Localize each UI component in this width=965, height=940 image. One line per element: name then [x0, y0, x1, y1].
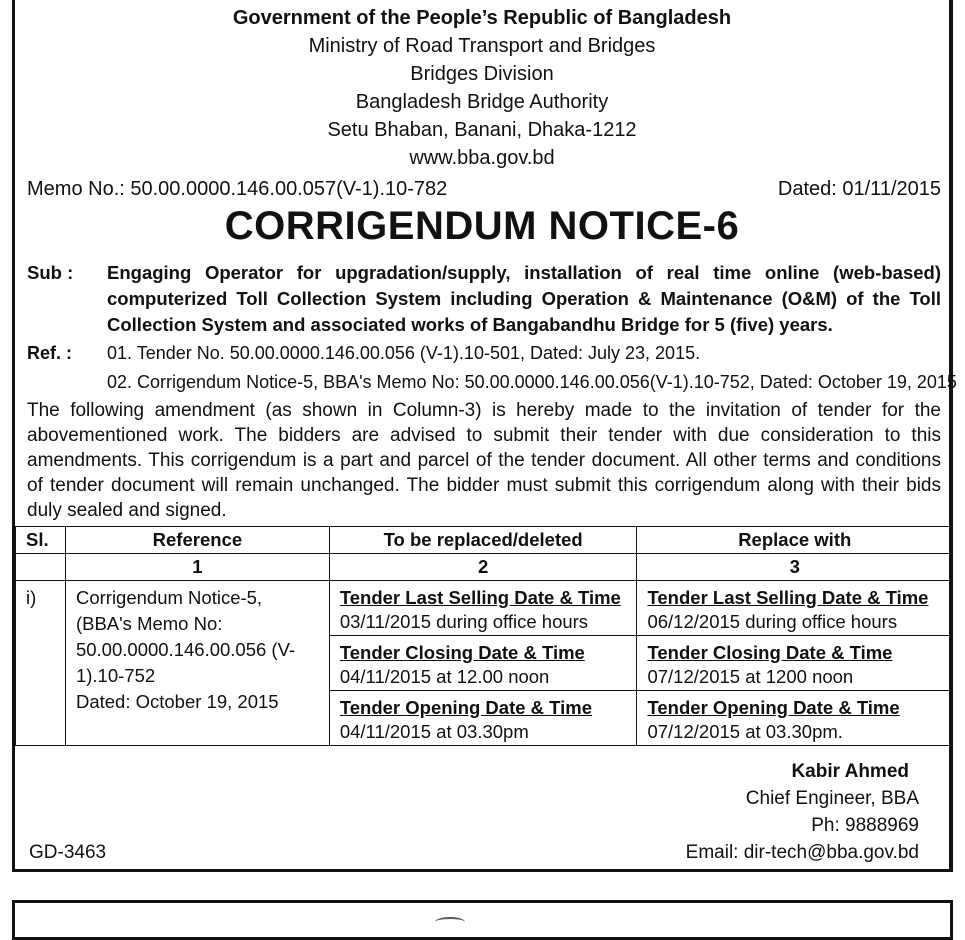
ministry-name: Ministry of Road Transport and Bridges: [308, 35, 656, 57]
row-reference-text: Corrigendum Notice-5, (BBA's Memo No: 50.00.0000.146.00.056 (V-1).10-752: [75, 587, 296, 686]
website: www.bba.gov.bd: [409, 147, 555, 169]
signatory-name: Kabir Ahmed: [791, 761, 909, 782]
subject-label: Sub :: [27, 262, 74, 283]
address: Setu Bhaban, Banani, Dhaka-1212: [327, 119, 637, 141]
subject: [27, 260, 941, 338]
subject-text: Engaging Operator for upgradation/supply, installation of real time online (web-based) computerized Toll Collection System including Operation & Maintenance (O&M) of the Toll Collection System and associated works of Bangabandhu Bridge for 5 (five) years.: [107, 262, 941, 335]
government-name: Government of the People’s Republic of Bangladesh: [232, 7, 732, 29]
reference-item-2: 02. Corrigendum Notice-5, BBA's Memo No: 50.00.0000.146.00.056(V-1).10-752, Dated: October 19, 2015: [107, 372, 957, 392]
division-name: Bridges Division: [410, 63, 554, 85]
notice-document: [12, 0, 957, 872]
amendment-table: [15, 526, 953, 746]
replaced-heading-3: Tender Opening Date & Time: [339, 697, 593, 718]
next-notice-box: [12, 900, 953, 940]
column-number-2: 2: [329, 554, 637, 581]
column-number-1: 1: [65, 554, 329, 581]
replacement-value-2: 07/12/2015 at 1200 noon: [647, 666, 854, 687]
replaced-value-1: 03/11/2015 during office hours: [339, 611, 589, 632]
header-to-be-replaced: To be replaced/deleted: [329, 527, 637, 554]
references-label: Ref. :: [27, 343, 72, 363]
replaced-value-3: 04/11/2015 at 03.30pm: [339, 721, 529, 742]
replaced-heading-2: Tender Closing Date & Time: [339, 642, 585, 663]
header-sl: Sl.: [16, 527, 66, 554]
row-reference: [65, 581, 329, 746]
header-reference: Reference: [65, 527, 329, 554]
signature-block: [686, 758, 919, 866]
header-replace-with: Replace with: [637, 527, 953, 554]
memo-line: [27, 178, 941, 201]
notice-title: CORRIGENDUM NOTICE-6: [224, 204, 740, 248]
signatory-designation: Chief Engineer, BBA: [745, 788, 919, 809]
replacement-cell: [637, 581, 953, 746]
table-row: [16, 581, 953, 746]
signatory-email: Email: dir-tech@bba.gov.bd: [685, 842, 919, 863]
reference-item-1: 01. Tender No. 50.00.0000.146.00.056 (V-1).10-501, Dated: July 23, 2015.: [107, 343, 701, 363]
memo-number: Memo No.: 50.00.0000.146.00.057(V-1).10-782: [27, 178, 448, 200]
column-number-3: 3: [637, 554, 953, 581]
amendment-paragraph: The following amendment (as shown in Column-3) is hereby made to the invitation of tender for the abovementioned work. The bidders are advised to submit their tender with due consideration to this amendments. This corrigendum is a part and parcel of the tender document. All other terms and conditions of tender document will remain unchanged. The bidder must submit this corrigendum along with their bids duly sealed and signed.: [27, 400, 941, 521]
signatory-phone: Ph: 9888969: [811, 815, 919, 836]
cut-off-glyph-icon: [435, 917, 465, 927]
replaced-value-2: 04/11/2015 at 12.00 noon: [339, 666, 550, 687]
letterhead: [15, 4, 949, 172]
memo-date: Dated: 01/11/2015: [777, 178, 941, 200]
replacement-heading-1: Tender Last Selling Date & Time: [647, 587, 929, 608]
table-header-row: [16, 527, 953, 554]
column-number-row: [16, 554, 953, 581]
replaced-cell: [329, 581, 637, 746]
replacement-heading-2: Tender Closing Date & Time: [647, 642, 893, 663]
replacement-value-1: 06/12/2015 during office hours: [647, 611, 898, 632]
authority-name: Bangladesh Bridge Authority: [355, 91, 609, 113]
row-sl: i): [16, 581, 66, 746]
replaced-heading-1: Tender Last Selling Date & Time: [339, 587, 621, 608]
row-reference-date: Dated: October 19, 2015: [75, 691, 279, 712]
replacement-value-3: 07/12/2015 at 03.30pm.: [647, 721, 843, 742]
replacement-heading-3: Tender Opening Date & Time: [647, 697, 900, 718]
gd-number: GD-3463: [29, 842, 107, 863]
